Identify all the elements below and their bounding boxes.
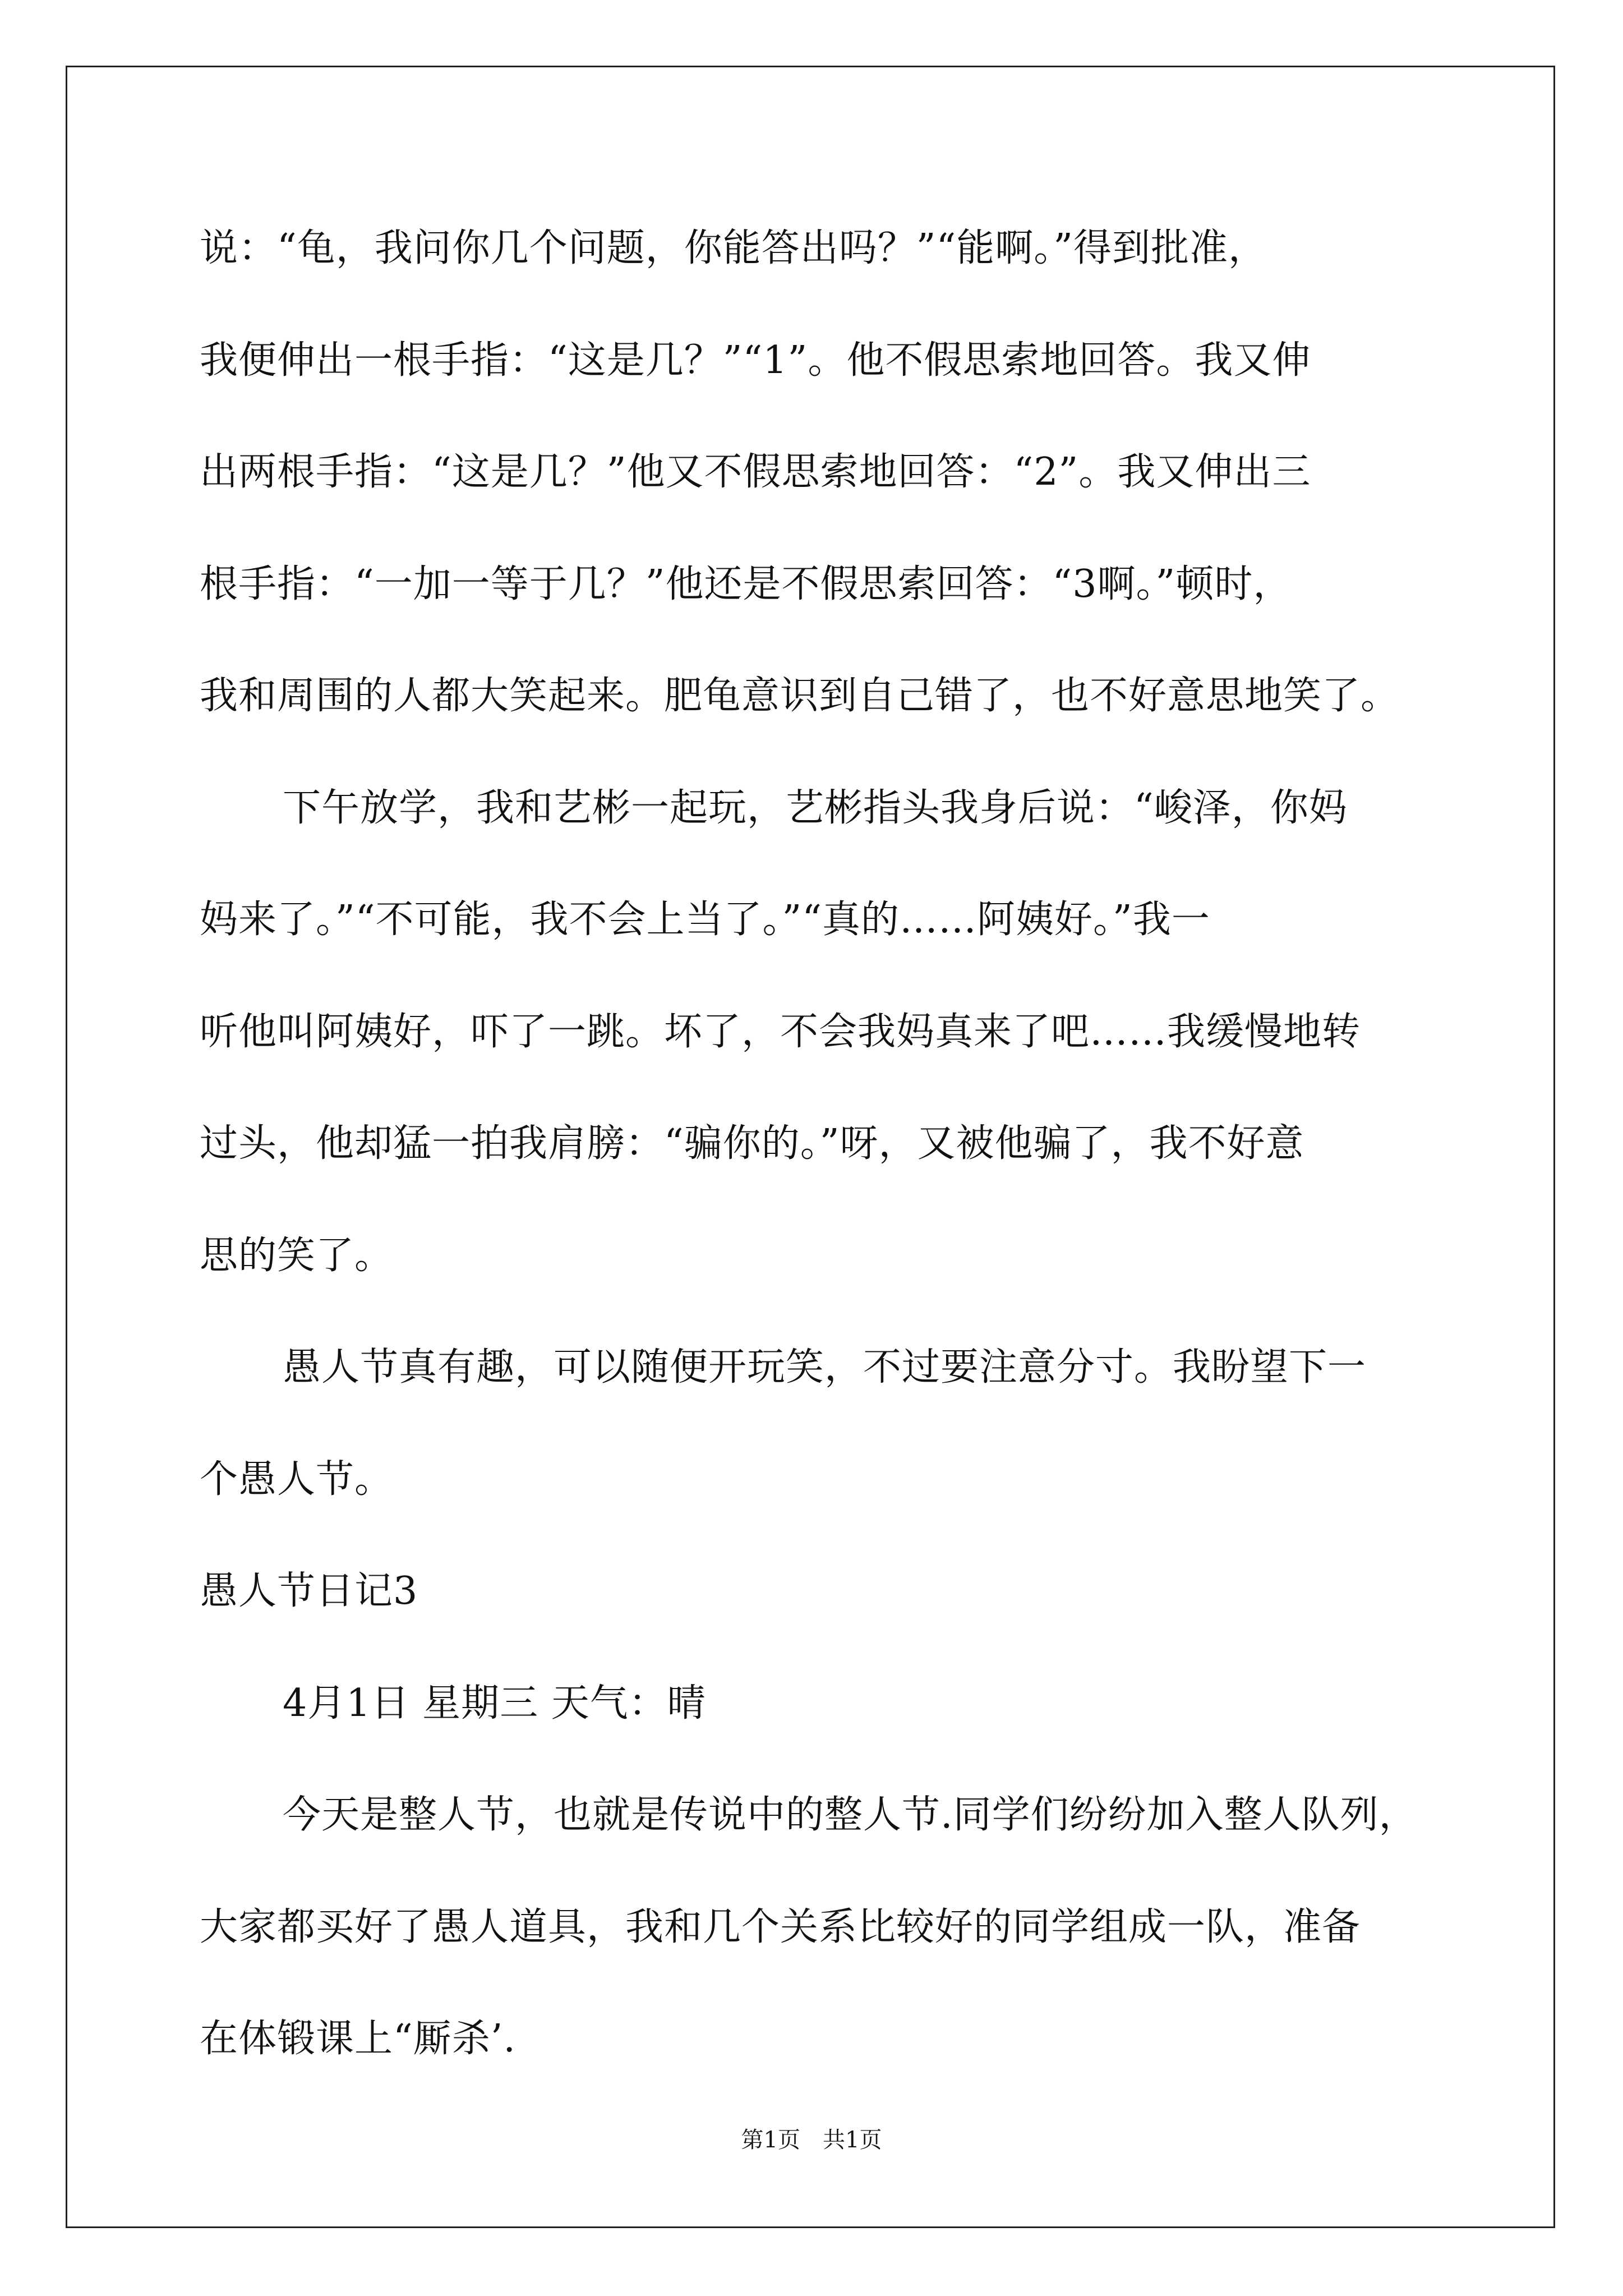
text-line: 下午放学，我和艺彬一起玩，艺彬指头我身后说：“峻泽，你妈 — [283, 786, 1348, 830]
text-line: 今天是整人节，也就是传说中的整人节.同学们纷纷加入整人队列， — [283, 1793, 1418, 1837]
section-heading: 愚人节日记3 — [200, 1569, 418, 1613]
text-line: 愚人节真有趣，可以随便开玩笑，不过要注意分寸。我盼望下一 — [283, 1345, 1367, 1389]
text-line: 我便伸出一根手指：“这是几？”“1”。他不假思索地回答。我又伸 — [200, 338, 1311, 383]
text-line: 在体锻课上“厮杀’. — [200, 2017, 516, 2061]
text-line: 过头，他却猛一拍我肩膀：“骗你的。”呀，又被他骗了，我不好意 — [200, 1121, 1304, 1166]
page-number: 第1页 共1页 — [741, 2127, 882, 2153]
text-line: 出两根手指：“这是几？”他又不假思索地回答：“2”。我又伸出三 — [200, 450, 1311, 494]
text-line: 妈来了。”“不可能，我不会上当了。”“真的……阿姨好。”我一 — [200, 898, 1210, 942]
text-line: 听他叫阿姨好，吓了一跳。坏了，不会我妈真来了吧……我缓慢地转 — [200, 1010, 1361, 1054]
date-line: 4月1日 星期三 天气：晴 — [283, 1681, 706, 1726]
text-line: 个愚人节。 — [200, 1457, 394, 1502]
text-line: 思的笑了。 — [200, 1234, 394, 1278]
text-line: 大家都买好了愚人道具，我和几个关系比较好的同学组成一队，准备 — [200, 1905, 1361, 1949]
text-line: 我和周围的人都大笑起来。肥龟意识到自己错了，也不好意思地笑了。 — [200, 674, 1400, 718]
text-line: 根手指：“一加一等于几？”他还是不假思索回答：“3啊。”顿时， — [200, 562, 1292, 606]
text-line: 说：“龟，我问你几个问题，你能答出吗？”“能啊。”得到批准， — [200, 226, 1267, 270]
